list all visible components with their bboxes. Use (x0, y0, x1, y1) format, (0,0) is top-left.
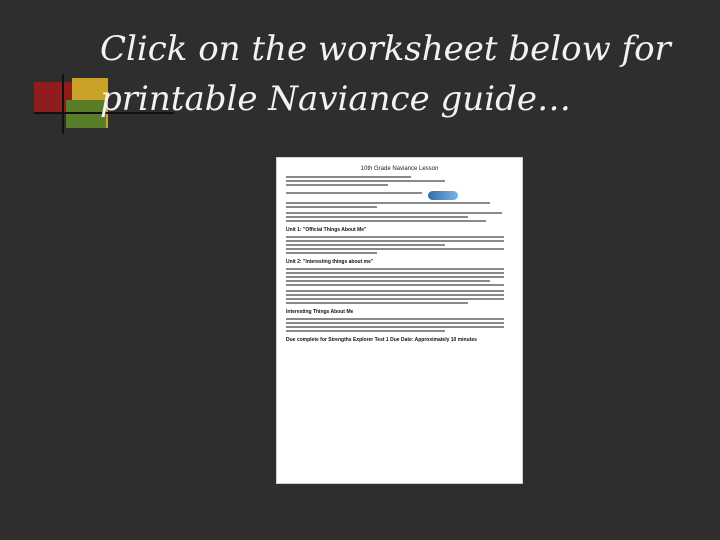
worksheet-homepage-block (286, 212, 513, 222)
worksheet-intro-block (286, 176, 513, 186)
decor-vertical-line (62, 74, 64, 134)
worksheet-section-2-body-b (286, 290, 513, 304)
naviance-logo (428, 191, 458, 200)
worksheet-section-2-body (286, 268, 513, 286)
worksheet-heading: 10th Grade Naviance Lesson (360, 166, 439, 172)
worksheet-thumbnail-link[interactable] (276, 157, 523, 484)
worksheet-login-block (286, 190, 513, 208)
slide-title: Click on the worksheet below for printable Naviance guide… (100, 29, 671, 119)
worksheet-section-3: Interesting Things About Me (286, 308, 354, 315)
worksheet-section-1-body (286, 236, 513, 254)
worksheet-section-1: Unit 1: "Official Things About Me" (286, 226, 367, 233)
worksheet-section-4: Due complete for Strengths Explorer Test 1 Due Date: Approximately 10 minutes (286, 336, 477, 343)
worksheet-section-2: Unit 2: "Interesting things about me" (286, 258, 374, 265)
worksheet-section-3-body (286, 318, 513, 332)
